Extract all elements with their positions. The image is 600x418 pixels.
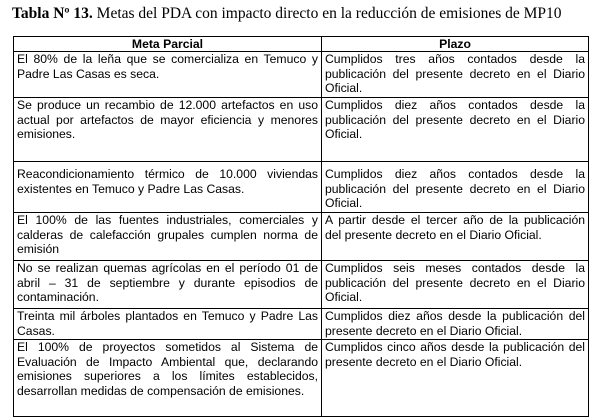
meta-cell: El 80% de la leña que se comercializa en Temuco y Padre Las Casas es seca. [14,52,322,98]
goals-table [13,36,589,417]
plazo-cell: A partir desde el tercer año de la publicación del presente decreto en el Diario Oficial. [322,213,589,261]
plazo-cell: Cumplidos seis meses contados desde la publicación del presente decreto en el Diario Oficial. [322,261,589,309]
table-row [14,309,589,340]
table-row [14,261,589,309]
meta-cell: El 100% de proyectos sometidos al Sistema de Evaluación de Impacto Ambiental que, declarando emisiones superiores a los límites establecidos, desarrollan medidas de compensación de emisiones. [14,340,322,417]
table-row [14,162,589,213]
table-title: Metas del PDA con impacto directo en la reducción de emisiones de MP10 [92,5,562,22]
table-caption [12,4,596,24]
meta-cell: No se realizan quemas agrícolas en el período 01 de abril – 31 de septiembre y durante episodios de contaminación. [14,261,322,309]
meta-cell: Treinta mil árboles plantados en Temuco y Padre Las Casas. [14,309,322,340]
table-row [14,52,589,98]
plazo-cell: Cumplidos diez años desde la publicación del presente decreto en el Diario Oficial. [322,309,589,340]
meta-cell: El 100% de las fuentes industriales, comerciales y calderas de calefacción grupales cumplen norma de emisión [14,213,322,261]
table-number: Tabla Nº 13. [12,5,93,22]
table-row [14,340,589,417]
plazo-cell: Cumplidos tres años contados desde la publicación del presente decreto en el Diario Oficial. [322,52,589,98]
table-row [14,213,589,261]
table-row [14,98,589,162]
header-meta-parcial: Meta Parcial [14,37,322,52]
header-plazo: Plazo [322,37,589,52]
meta-cell: Se produce un recambio de 12.000 artefactos en uso actual por artefactos de mayor eficiencia y menores emisiones. [14,98,322,162]
plazo-cell: Cumplidos diez años contados desde la publicación del presente decreto en el Diario Oficial. [322,98,589,162]
plazo-cell: Cumplidos diez años contados desde la publicación del presente decreto en el Diario Oficial. [322,162,589,213]
meta-cell: Reacondicionamiento térmico de 10.000 viviendas existentes en Temuco y Padre Las Casas. [14,162,322,213]
header-row [14,37,589,52]
plazo-cell: Cumplidos cinco años desde la publicación del presente decreto en el Diario Oficial. [322,340,589,417]
